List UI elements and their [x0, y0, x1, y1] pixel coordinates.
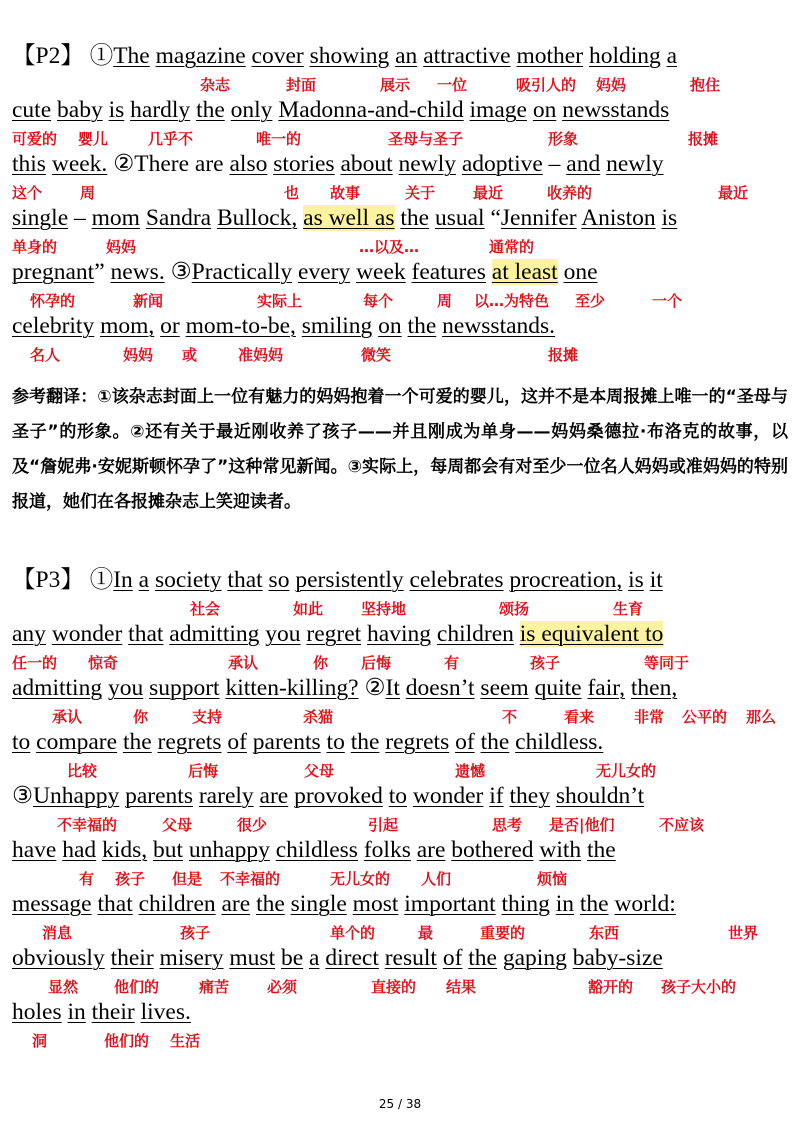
underlined-word: baby-size	[572, 945, 663, 971]
underlined-word: fair,	[587, 675, 626, 701]
text-segment: “	[484, 205, 501, 231]
chinese-gloss: 或	[182, 346, 198, 364]
underlined-word: of	[455, 729, 475, 755]
highlighted-phrase: is equivalent to	[519, 621, 664, 647]
underlined-word: that	[128, 621, 164, 647]
underlined-word: or	[160, 313, 180, 339]
underlined-word: kitten-killing?	[225, 675, 359, 701]
underlined-word: are	[221, 891, 251, 917]
chinese-gloss: 很少	[237, 816, 268, 834]
chinese-gloss: 直接的	[371, 978, 417, 996]
underlined-word: childless.	[515, 729, 604, 755]
underlined-word: are	[416, 837, 446, 863]
underlined-word: that	[227, 567, 263, 593]
underlined-word: on	[378, 313, 402, 339]
underlined-word: a	[309, 945, 320, 971]
chinese-gloss: 他们的	[114, 978, 160, 996]
underlined-word: adoptive	[461, 151, 543, 177]
p3-line	[12, 998, 191, 1026]
chinese-gloss: 抱住	[690, 76, 721, 94]
underlined-word: you	[107, 675, 144, 701]
chinese-gloss: 重要的	[480, 924, 526, 942]
chinese-gloss: 最近	[718, 184, 749, 202]
underlined-word: Unhappy	[33, 783, 120, 809]
p2-line	[12, 150, 664, 178]
underlined-word: showing	[309, 43, 390, 69]
underlined-word: parents	[125, 783, 193, 809]
chinese-gloss: 周	[437, 292, 453, 310]
underlined-word: compare	[36, 729, 118, 755]
underlined-word: Madonna-and-child	[278, 97, 464, 123]
underlined-word: mom-to-be,	[185, 313, 296, 339]
chinese-gloss: 不幸福的	[220, 870, 281, 888]
underlined-word: the	[587, 837, 616, 863]
chinese-gloss: 豁开的	[588, 978, 634, 996]
underlined-word: they	[509, 783, 550, 809]
chinese-gloss: 烦恼	[537, 870, 568, 888]
chinese-gloss: 如此	[293, 600, 324, 618]
underlined-word: result	[384, 945, 437, 971]
p3-line	[12, 944, 663, 972]
chinese-gloss: 孩子	[180, 924, 211, 942]
chinese-gloss: 一个	[652, 292, 683, 310]
chinese-gloss: 公平的	[682, 708, 728, 726]
highlighted-phrase: as well as	[303, 205, 395, 231]
p2-line	[12, 96, 669, 124]
underlined-word: it	[649, 567, 663, 593]
page-number: 25 / 38	[378, 1097, 422, 1111]
text-segment: –	[542, 151, 567, 177]
p2-line	[12, 312, 555, 340]
underlined-word: direct	[325, 945, 379, 971]
underlined-word: that	[97, 891, 133, 917]
chinese-gloss: 唯一的	[256, 130, 302, 148]
underlined-word: holding	[588, 43, 661, 69]
underlined-word: Practically	[191, 259, 293, 285]
underlined-word: image	[469, 97, 527, 123]
underlined-word: persistently	[295, 567, 404, 593]
chinese-gloss: 等同于	[644, 654, 690, 672]
text-segment: are	[194, 151, 224, 177]
chinese-gloss: 不应该	[659, 816, 705, 834]
underlined-word: having	[367, 621, 432, 647]
chinese-gloss: 引起	[368, 816, 399, 834]
text-segment: 【P2】 ①	[12, 43, 114, 69]
chinese-gloss: 妈妈	[106, 238, 137, 256]
chinese-gloss: 痛苦	[199, 978, 230, 996]
chinese-gloss: 惊奇	[88, 654, 119, 672]
underlined-word: newsstands.	[442, 313, 556, 339]
chinese-gloss: 微笑	[361, 346, 392, 364]
underlined-word: stories	[273, 151, 335, 177]
underlined-word: wonder	[412, 783, 484, 809]
chinese-gloss: 最	[418, 924, 434, 942]
underlined-word: unhappy	[188, 837, 270, 863]
underlined-word: message	[12, 891, 92, 917]
underlined-word: an	[395, 43, 418, 69]
chinese-gloss: 父母	[162, 816, 193, 834]
chinese-gloss: 几乎不	[148, 130, 194, 148]
underlined-word: Sandra	[145, 205, 212, 231]
underlined-word: pregnant	[12, 259, 95, 285]
chinese-gloss: 他们的	[104, 1032, 150, 1050]
underlined-word: the	[579, 891, 609, 917]
chinese-gloss: 支持	[192, 708, 223, 726]
chinese-gloss: 每个	[363, 292, 394, 310]
underlined-word: features	[411, 259, 486, 285]
underlined-word: world:	[614, 891, 676, 917]
highlighted-phrase: at least	[491, 259, 558, 285]
underlined-word: single	[290, 891, 347, 917]
underlined-word: regret	[306, 621, 362, 647]
underlined-word: obviously	[12, 945, 105, 971]
underlined-word: of	[442, 945, 463, 971]
underlined-word: their	[110, 945, 154, 971]
chinese-gloss: 无儿女的	[330, 870, 391, 888]
underlined-word: in	[67, 999, 86, 1025]
chinese-gloss: 关于	[405, 184, 436, 202]
chinese-gloss: 单身的	[12, 238, 58, 256]
underlined-word: news.	[110, 259, 165, 285]
underlined-word: provoked	[294, 783, 383, 809]
chinese-gloss: 展示	[380, 76, 411, 94]
chinese-gloss: 孩子大小的	[661, 978, 737, 996]
chinese-gloss: 你	[133, 708, 149, 726]
chinese-gloss: 最近	[473, 184, 504, 202]
underlined-word: folks	[363, 837, 411, 863]
underlined-word: mom,	[100, 313, 155, 339]
underlined-word: regrets	[385, 729, 450, 755]
underlined-word: a	[138, 567, 150, 593]
underlined-word: lives.	[140, 999, 191, 1025]
chinese-gloss: 父母	[304, 762, 335, 780]
underlined-word: so	[268, 567, 290, 593]
text-segment: –	[68, 205, 92, 231]
underlined-word: you	[265, 621, 301, 647]
underlined-word: the	[407, 313, 437, 339]
underlined-word: but	[153, 837, 184, 863]
underlined-word: is	[628, 567, 644, 593]
underlined-word: doesn’t	[405, 675, 475, 701]
chinese-gloss: 后悔	[361, 654, 392, 672]
chinese-gloss: 单个的	[330, 924, 376, 942]
underlined-word: the	[480, 729, 510, 755]
text-segment: ③	[164, 259, 192, 285]
underlined-word: in	[555, 891, 574, 917]
underlined-word: any	[12, 621, 46, 647]
chinese-gloss: 生育	[613, 600, 644, 618]
underlined-word: had	[62, 837, 97, 863]
underlined-word: celebrity	[12, 313, 95, 339]
chinese-gloss: 报摊	[688, 130, 719, 148]
underlined-word: every	[298, 259, 351, 285]
chinese-gloss: 你	[313, 654, 329, 672]
underlined-word: newly	[398, 151, 456, 177]
p3-line	[12, 566, 663, 594]
underlined-word: shouldn’t	[555, 783, 645, 809]
underlined-word: must	[229, 945, 276, 971]
chinese-gloss: 妈妈	[596, 76, 627, 94]
underlined-word: Jennifer	[500, 205, 577, 231]
p3-line	[12, 836, 616, 864]
chinese-gloss: 东西	[589, 924, 620, 942]
underlined-word: week	[356, 259, 406, 285]
underlined-word: are	[259, 783, 289, 809]
p2-reference-translation: 参考翻译：①该杂志封面上一位有魅力的妈妈抱着一个可爱的婴儿，这并不是本周报摊上唯一的“圣母与圣子”的形象。②还有关于最近刚收养了孩子——并且刚成为单身——妈妈桑德拉·布洛克的故事，以及“詹妮弗·安妮斯顿怀孕了”这种常见新闻。③实际上，每周都会有对至少一位名人妈妈或准妈妈的特别报道，她们在各报摊杂志上笑迎读者。	[12, 387, 788, 512]
underlined-word: childless	[275, 837, 358, 863]
chinese-gloss: 这个	[12, 184, 43, 202]
chinese-gloss: 不	[502, 708, 518, 726]
chinese-gloss: 吸引人的	[516, 76, 577, 94]
p2-line	[12, 204, 677, 232]
underlined-word: Aniston	[581, 205, 656, 231]
underlined-word: baby	[57, 97, 103, 123]
underlined-word: kids,	[102, 837, 148, 863]
chinese-gloss: 圣母与圣子	[388, 130, 464, 148]
underlined-word: to	[326, 729, 345, 755]
chinese-gloss: 故事	[330, 184, 361, 202]
chinese-gloss: 名人	[30, 346, 61, 364]
chinese-gloss: 消息	[42, 924, 73, 942]
underlined-word: the	[350, 729, 380, 755]
underlined-word: mom	[91, 205, 140, 231]
chinese-gloss: 封面	[286, 76, 317, 94]
chinese-gloss: 世界	[728, 924, 759, 942]
chinese-gloss: 后悔	[188, 762, 219, 780]
chinese-gloss: 比较	[67, 762, 98, 780]
underlined-word: important	[404, 891, 496, 917]
underlined-word: the	[196, 97, 225, 123]
chinese-gloss: 显然	[48, 978, 79, 996]
underlined-word: to	[12, 729, 31, 755]
underlined-word: The	[113, 43, 150, 69]
chinese-gloss: 社会	[190, 600, 221, 618]
text-segment: ”	[94, 259, 111, 285]
chinese-gloss: 孩子	[115, 870, 146, 888]
chinese-gloss: …以及…	[359, 238, 420, 256]
underlined-word: and	[566, 151, 601, 177]
underlined-word: only	[230, 97, 273, 123]
chinese-gloss: 实际上	[257, 292, 303, 310]
underlined-word: also	[229, 151, 268, 177]
underlined-word: the	[468, 945, 497, 971]
underlined-word: about	[340, 151, 393, 177]
underlined-word: usual	[434, 205, 485, 231]
chinese-gloss: 怀孕的	[30, 292, 76, 310]
chinese-gloss: 孩子	[530, 654, 561, 672]
underlined-word: their	[91, 999, 135, 1025]
chinese-gloss: 周	[80, 184, 96, 202]
underlined-word: wonder	[51, 621, 123, 647]
chinese-gloss: 一位	[437, 76, 468, 94]
chinese-gloss: 生活	[170, 1032, 201, 1050]
underlined-word: cover	[251, 43, 304, 69]
underlined-word: the	[400, 205, 430, 231]
chinese-gloss: 形象	[548, 130, 579, 148]
p2-line	[12, 258, 598, 286]
underlined-word: if	[489, 783, 504, 809]
underlined-word: mother	[516, 43, 584, 69]
underlined-word: children	[436, 621, 514, 647]
chinese-gloss: 必须	[267, 978, 298, 996]
p2-line	[12, 42, 677, 70]
chinese-gloss: 有	[444, 654, 460, 672]
p3-line	[12, 728, 603, 756]
underlined-word: the	[256, 891, 285, 917]
chinese-gloss: 可爱的	[12, 130, 58, 148]
chinese-gloss: 婴儿	[78, 130, 109, 148]
underlined-word: with	[539, 837, 582, 863]
chinese-gloss: 杂志	[200, 76, 231, 94]
underlined-word: regrets	[157, 729, 222, 755]
text-segment: ③	[12, 783, 34, 809]
underlined-word: rarely	[198, 783, 254, 809]
chinese-gloss: 准妈妈	[238, 346, 284, 364]
chinese-gloss: 遗憾	[455, 762, 486, 780]
chinese-gloss: 杀猫	[303, 708, 334, 726]
text-segment: ②There	[107, 151, 195, 177]
underlined-word: on	[532, 97, 557, 123]
underlined-word: one	[563, 259, 598, 285]
underlined-word: to	[388, 783, 408, 809]
p3-line	[12, 890, 676, 918]
underlined-word: parents	[252, 729, 321, 755]
underlined-word: holes	[12, 999, 62, 1025]
underlined-word: be	[280, 945, 304, 971]
chinese-gloss: 那么	[746, 708, 777, 726]
chinese-gloss: 以…为特色	[474, 292, 550, 310]
underlined-word: is	[661, 205, 678, 231]
underlined-word: misery	[159, 945, 224, 971]
underlined-word: a	[666, 43, 678, 69]
chinese-gloss: 无儿女的	[596, 762, 657, 780]
underlined-word: procreation,	[509, 567, 623, 593]
underlined-word: thing	[501, 891, 550, 917]
underlined-word: this	[12, 151, 46, 177]
underlined-word: then,	[630, 675, 678, 701]
underlined-word: hardly	[130, 97, 191, 123]
underlined-word: is	[108, 97, 125, 123]
p3-line	[12, 674, 677, 702]
underlined-word: single	[12, 205, 69, 231]
underlined-word: In	[113, 567, 133, 593]
underlined-word: children	[138, 891, 216, 917]
p3-line	[12, 620, 663, 648]
chinese-gloss: 人们	[421, 870, 452, 888]
chinese-gloss: 结果	[446, 978, 477, 996]
underlined-word: bothered	[451, 837, 534, 863]
underlined-word: admitting	[169, 621, 260, 647]
text-segment: 【P3】 ①	[12, 567, 114, 593]
p3-line	[12, 782, 644, 810]
chinese-gloss: 有	[79, 870, 95, 888]
underlined-word: seem	[480, 675, 529, 701]
underlined-word: Bullock,	[216, 205, 298, 231]
underlined-word: the	[122, 729, 152, 755]
chinese-gloss: 思考	[492, 816, 523, 834]
text-segment	[514, 621, 520, 647]
chinese-gloss: 洞	[32, 1032, 48, 1050]
text-segment: ②	[358, 675, 386, 701]
underlined-word: smiling	[301, 313, 373, 339]
chinese-gloss: 也	[284, 184, 300, 202]
chinese-gloss: 承认	[228, 654, 259, 672]
chinese-gloss: 坚持地	[361, 600, 407, 618]
underlined-word: of	[227, 729, 247, 755]
underlined-word: quite	[534, 675, 582, 701]
text-segment	[486, 259, 492, 285]
chinese-gloss: 不幸福的	[57, 816, 118, 834]
underlined-word: cute	[12, 97, 52, 123]
underlined-word: week.	[51, 151, 108, 177]
chinese-gloss: 收养的	[547, 184, 593, 202]
underlined-word: attractive	[423, 43, 511, 69]
chinese-gloss: 妈妈	[123, 346, 154, 364]
underlined-word: most	[352, 891, 399, 917]
underlined-word: gaping	[502, 945, 567, 971]
chinese-gloss: 通常的	[489, 238, 535, 256]
underlined-word: support	[149, 675, 220, 701]
underlined-word: society	[154, 567, 222, 593]
chinese-gloss: 新闻	[133, 292, 164, 310]
underlined-word: have	[12, 837, 57, 863]
chinese-gloss: 非常	[634, 708, 665, 726]
chinese-gloss: 报摊	[548, 346, 579, 364]
chinese-gloss: 但是	[172, 870, 203, 888]
underlined-word: newly	[606, 151, 664, 177]
chinese-gloss: 承认	[52, 708, 83, 726]
underlined-word: newsstands	[562, 97, 670, 123]
underlined-word: It	[385, 675, 400, 701]
chinese-gloss: 任一的	[12, 654, 58, 672]
underlined-word: admitting	[12, 675, 103, 701]
chinese-gloss: 颂扬	[499, 600, 530, 618]
underlined-word: celebrates	[409, 567, 504, 593]
chinese-gloss: 是否|他们	[549, 816, 615, 834]
chinese-gloss: 看来	[564, 708, 595, 726]
underlined-word: magazine	[155, 43, 246, 69]
chinese-gloss: 至少	[575, 292, 606, 310]
